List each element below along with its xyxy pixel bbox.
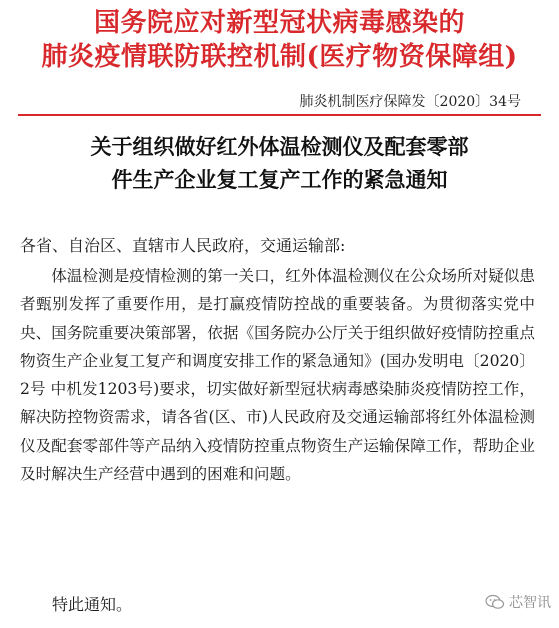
salutation: 各省、自治区、直辖市人民政府，交通运输部: bbox=[20, 236, 346, 255]
title-line-2: 件生产企业复工复产工作的紧急通知 bbox=[111, 167, 448, 192]
header-line-1: 国务院应对新型冠状病毒感染的 bbox=[93, 8, 465, 38]
watermark bbox=[485, 592, 551, 612]
header-line-2: 肺炎疫情联防联控机制(医疗物资保障组) bbox=[41, 42, 518, 72]
title-line-1: 关于组织做好红外体温检测仪及配套零部 bbox=[90, 134, 469, 159]
header-divider bbox=[18, 114, 541, 116]
closing-line: 特此通知。 bbox=[52, 595, 133, 614]
watermark-text: 芯智讯 bbox=[509, 595, 551, 611]
body-paragraph: 体温检测是疫情检测的第一关口，红外体温检测仪在公众场所对疑似患者甄别发挥了重要作用，是打赢疫情防控战的重要装备。为贯彻落实党中央、国务院重要决策部署，依据《国务院办公厅关于组织做好疫情防控重点物资生产企业复工复产和调度安排工作的紧急通知》(国办发明电〔2020〕2号 中机发1203号)要求，切实做好新型冠状病毒感染肺炎疫情防控工作，解决防控物资需求，请各省(区、市)人民政府及交通运输部将红外体温检测仪及配套零部件等产品纳入疫情防控重点物资生产运输保障工作，帮助企业及时解决生产经营中遇到的困难和问题。 bbox=[20, 267, 535, 484]
wechat-icon bbox=[485, 594, 505, 610]
document-header bbox=[0, 6, 559, 74]
document-title bbox=[20, 130, 539, 196]
document-number: 肺炎机制医疗保障发〔2020〕34号 bbox=[299, 94, 521, 110]
